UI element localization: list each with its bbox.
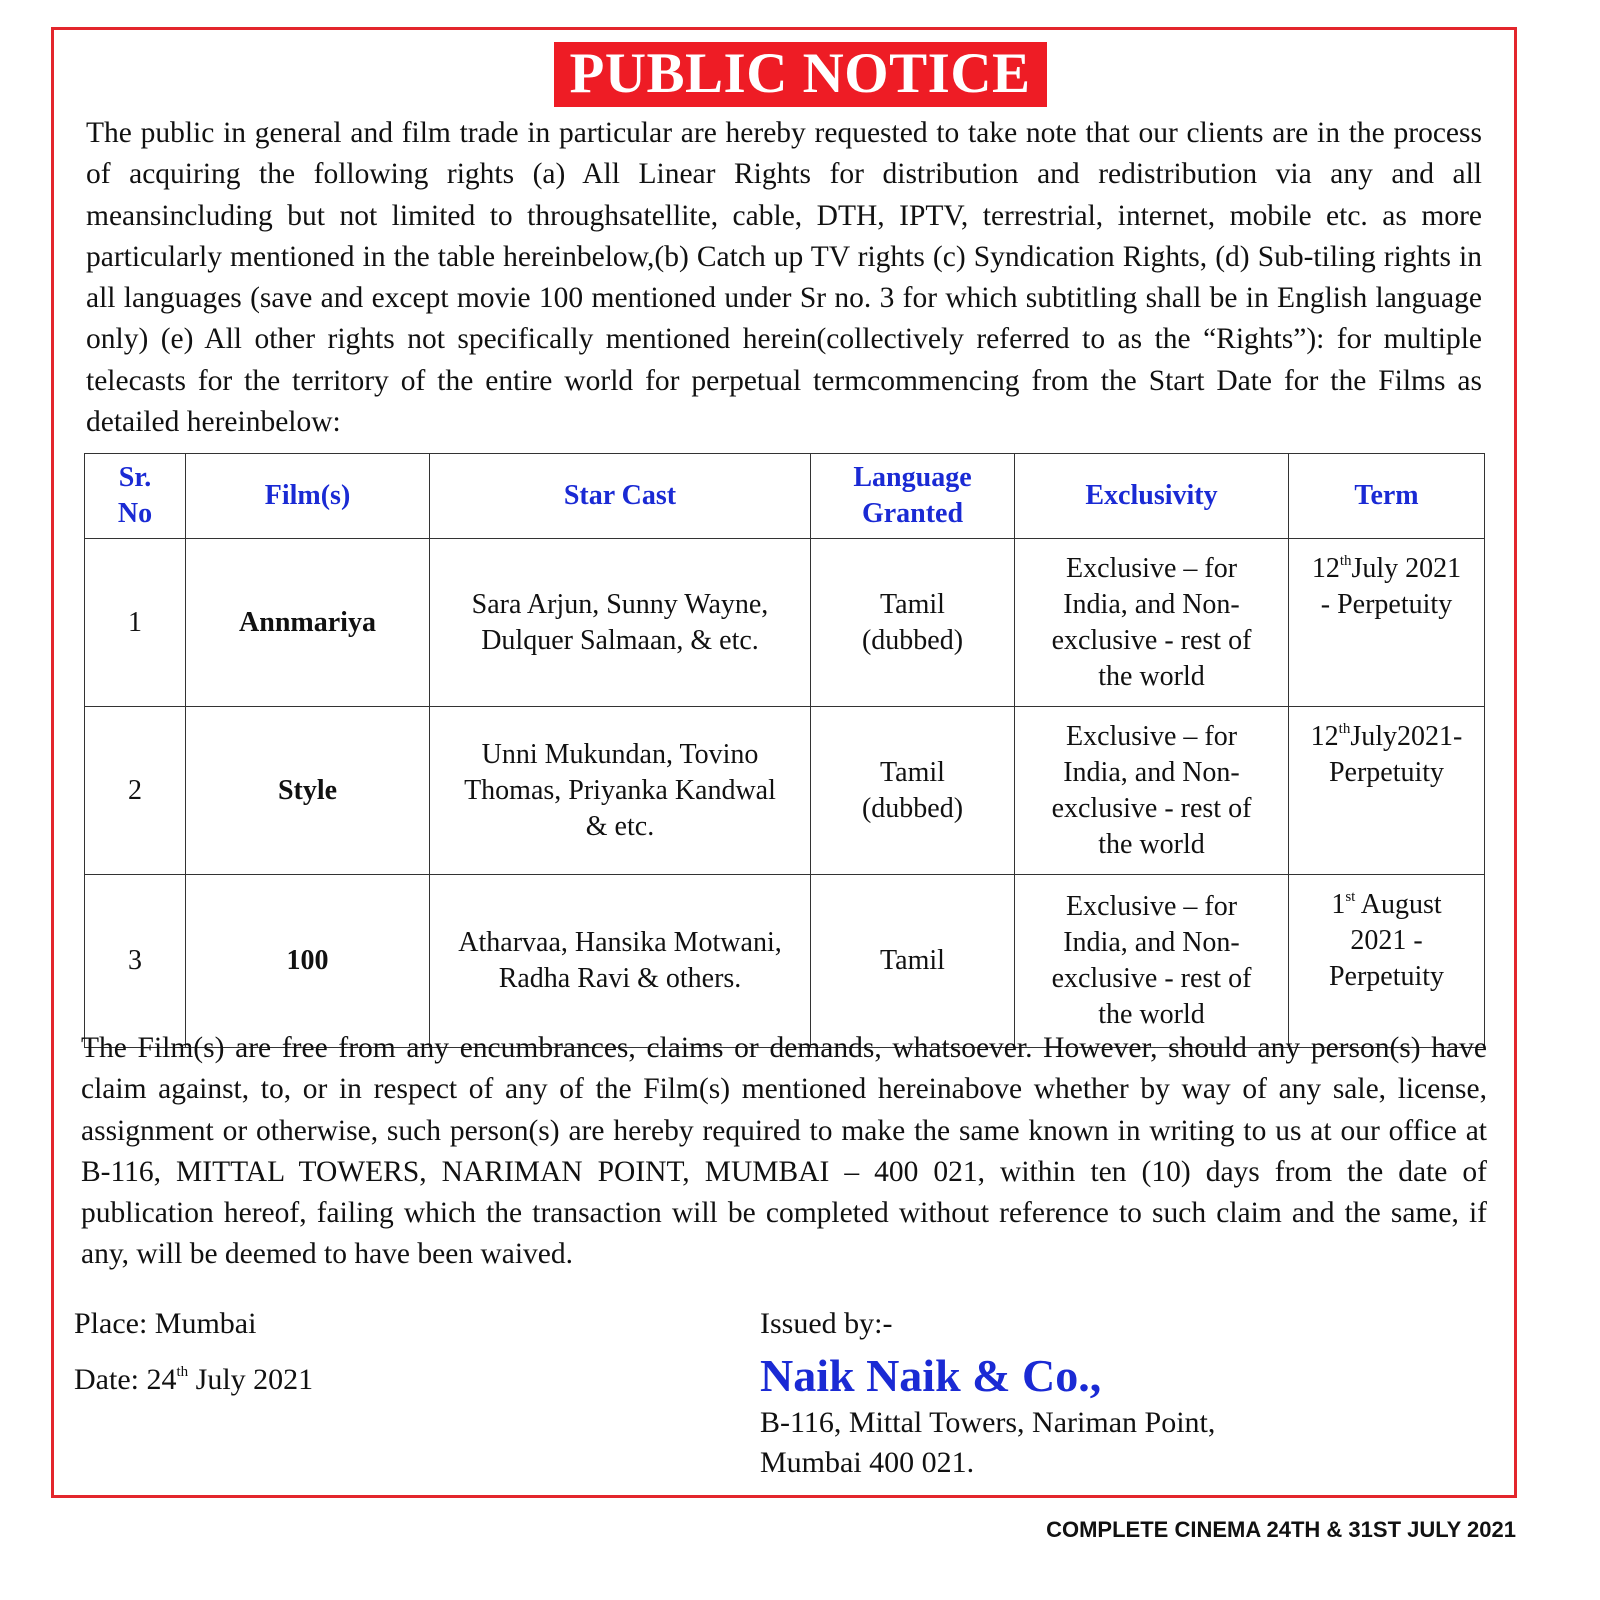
cell-sr: 3 [85, 875, 186, 1048]
exclusivity-line: the world [1098, 999, 1205, 1030]
cast-line: & etc. [585, 810, 655, 842]
term-line: Perpetuity [1328, 757, 1445, 788]
date-sup: th [176, 1364, 189, 1380]
cell-term [1289, 875, 1485, 1048]
header-film: Film(s) [186, 454, 430, 539]
date-prefix: Date: 24 [74, 1363, 177, 1396]
header-language-line1: Language [853, 462, 972, 493]
table-row [85, 539, 1485, 707]
term-day: 12 [1311, 553, 1340, 584]
firm-address-line2: Mumbai 400 021. [760, 1446, 975, 1479]
cell-language [811, 707, 1015, 875]
language-line: Tamil [880, 588, 945, 620]
intro-paragraph: The public in general and film trade in particular are hereby requested to take note that our clients are in the process of acquiring the following rights (a) All Linear Rights for distribution and redistribution via any and all meansincluding but not limited to throughsatellite, cable, DTH, IPTV, terrestrial, internet, mobile etc. as more particularly mentioned in the table hereinbelow,(b) Catch up TV rights (c) Syndication Rights, (d) Sub-tiling rights in all languages (save and except movie 100 mentioned under Sr no. 3 for which subtitling shall be in English language only) (e) All other rights not specifically mentioned herein(collectively referred to as the “Rights”): for multiple telecasts for the territory of the entire world for perpetual termcommencing from the Start Date for the Films as detailed hereinbelow: [86, 117, 1482, 439]
header-sr-line2: No [117, 498, 153, 529]
language-line: (dubbed) [861, 624, 964, 656]
exclusivity-line: India, and Non- [1063, 927, 1240, 958]
language-line: Tamil [880, 756, 945, 788]
cell-cast [430, 539, 811, 707]
term-line: - Perpetuity [1320, 589, 1453, 620]
header-language [811, 454, 1015, 539]
term-rest: August [1355, 889, 1442, 920]
cell-film: Style [186, 707, 430, 875]
header-cast: Star Cast [430, 454, 811, 539]
exclusivity-line: India, and Non- [1063, 756, 1240, 788]
term-sup: th [1338, 720, 1351, 737]
cell-exclusivity [1015, 707, 1289, 875]
term-rest: July 2021 [1351, 553, 1462, 584]
exclusivity-line: exclusive - rest of [1051, 624, 1252, 656]
cell-film: 100 [186, 875, 430, 1048]
cell-film: Annmariya [186, 539, 430, 707]
header-exclusivity: Exclusivity [1015, 454, 1289, 539]
place-line: Place: Mumbai [74, 1307, 257, 1340]
cell-language: Tamil [811, 875, 1015, 1048]
exclusivity-line: Exclusive – for [1065, 720, 1238, 752]
exclusivity-line: the world [1098, 828, 1205, 860]
date-line [74, 1362, 313, 1398]
term-line: Perpetuity [1328, 961, 1445, 992]
term-sup: st [1345, 888, 1356, 905]
title-wrap [0, 42, 1600, 107]
cell-language [811, 539, 1015, 707]
table-header-row [85, 454, 1485, 539]
cell-term [1289, 539, 1485, 707]
cell-sr: 2 [85, 707, 186, 875]
header-sr-line1: Sr. [118, 462, 152, 493]
films-table [84, 453, 1485, 1048]
term-day: 1 [1331, 889, 1346, 920]
header-term: Term [1289, 454, 1485, 539]
date-suffix: July 2021 [188, 1363, 314, 1396]
exclusivity-line: Exclusive – for [1065, 552, 1238, 584]
cell-cast [430, 707, 811, 875]
table-row [85, 875, 1485, 1048]
firm-name: Naik Naik & Co., [760, 1350, 1102, 1401]
issued-by-label: Issued by:- [760, 1307, 893, 1340]
cast-line: Radha Ravi & others. [498, 963, 742, 994]
cell-cast [430, 875, 811, 1048]
term-day: 12 [1310, 721, 1339, 752]
cast-line: Thomas, Priyanka Kandwal [464, 774, 776, 806]
cast-line: Dulquer Salmaan, & etc. [481, 624, 759, 656]
cast-line: Unni Mukundan, Tovino [481, 738, 759, 770]
exclusivity-line: India, and Non- [1063, 588, 1240, 620]
header-language-line2: Granted [861, 498, 964, 529]
exclusivity-line: Exclusive – for [1065, 891, 1238, 922]
exclusivity-line: the world [1098, 660, 1205, 692]
term-sup: th [1339, 552, 1352, 569]
exclusivity-line: exclusive - rest of [1051, 792, 1252, 824]
notice-title: PUBLIC NOTICE [554, 42, 1047, 107]
exclusivity-line: exclusive - rest of [1051, 963, 1252, 994]
term-line: 2021 - [1350, 925, 1423, 956]
cell-term [1289, 707, 1485, 875]
cell-sr: 1 [85, 539, 186, 707]
publication-credit: COMPLETE CINEMA 24TH & 31ST JULY 2021 [1046, 1517, 1516, 1542]
term-rest: July2021- [1350, 721, 1463, 752]
cell-exclusivity [1015, 875, 1289, 1048]
cast-line: Atharvaa, Hansika Motwani, [458, 927, 782, 958]
firm-address-line1: B-116, Mittal Towers, Nariman Point, [760, 1406, 1216, 1439]
cell-exclusivity [1015, 539, 1289, 707]
closing-paragraph: The Film(s) are free from any encumbrances, claims or demands, whatsoever. However, should any person(s) have claim against, to, or in respect of any of the Film(s) mentioned hereinabove whether by way of any sale, license, assignment or otherwise, such person(s) are hereby required to make the same known in writing to us at our office at B-116, MITTAL TOWERS, NARIMAN POINT, MUMBAI – 400 021, within ten (10) days from the date of publication hereof, failing which the transaction will be completed without reference to such claim and the same, if any, will be deemed to have been waived. [81, 1032, 1487, 1271]
header-sr [85, 454, 186, 539]
language-line: (dubbed) [861, 792, 964, 824]
cast-line: Sara Arjun, Sunny Wayne, [471, 588, 769, 620]
table-row [85, 707, 1485, 875]
